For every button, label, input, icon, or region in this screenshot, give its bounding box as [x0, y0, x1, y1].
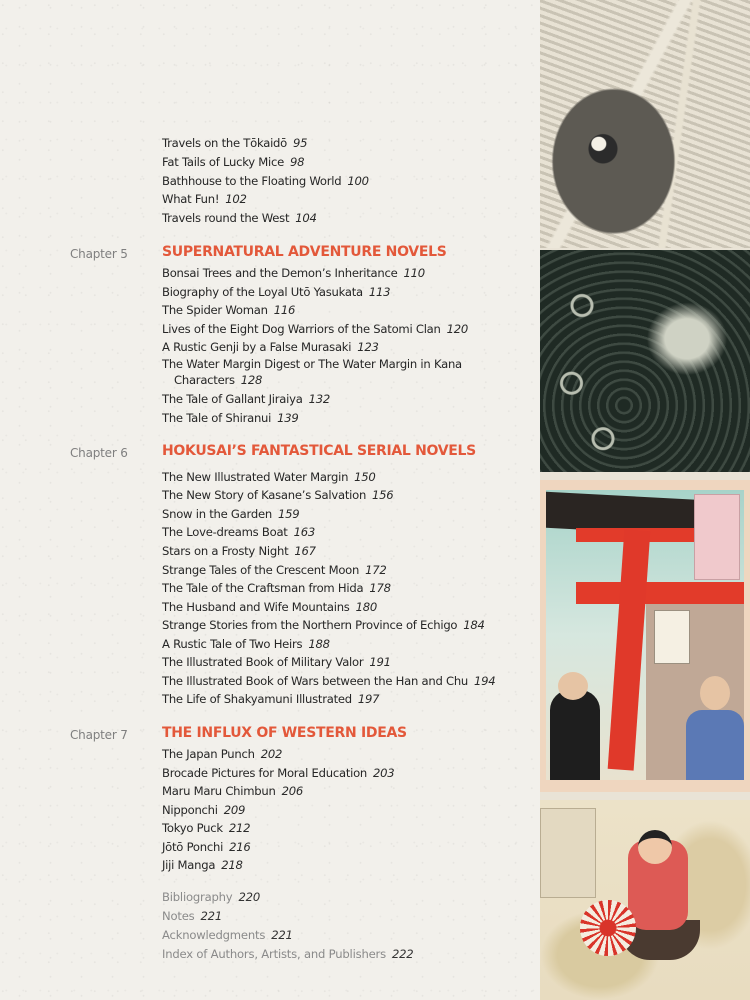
toc-entry: [162, 264, 425, 283]
toc-entry: [162, 579, 391, 598]
back-matter-entry: [162, 947, 413, 961]
toc-entry: [162, 505, 299, 524]
entry-page: 172: [365, 563, 387, 577]
rising-sun-fan-icon: [580, 900, 636, 956]
toc-entry: [162, 856, 243, 875]
entry-title: Tokyo Puck: [162, 821, 223, 835]
toc-entry: [162, 468, 376, 487]
entry-page: 178: [369, 581, 391, 595]
entry-title: Brocade Pictures for Moral Education: [162, 766, 368, 780]
entry-title: The Life of Shakyamuni Illustrated: [162, 692, 352, 706]
entry-title: Notes: [162, 909, 195, 923]
entry-page: 150: [354, 470, 376, 484]
toc-entry: [162, 357, 502, 388]
entry-page: 221: [271, 928, 293, 942]
toc-entry: [162, 172, 369, 191]
toc-entry: [162, 190, 247, 209]
entry-title: Maru Maru Chimbun: [162, 784, 276, 798]
entry-page: 184: [463, 618, 485, 632]
entry-page: 163: [293, 525, 315, 539]
entry-title-continued: Characters: [174, 372, 235, 387]
toc-entry: [162, 283, 390, 302]
entry-title: The Spider Woman: [162, 303, 268, 317]
entry-page: 220: [238, 890, 260, 904]
caption-panel: [694, 494, 740, 580]
entry-page: 100: [347, 174, 369, 188]
toc-entry: [162, 409, 299, 428]
entry-page: 98: [290, 155, 305, 169]
toc-entry: [162, 209, 317, 228]
chapter-5-title: SUPERNATURAL ADVENTURE NOVELS: [162, 244, 447, 260]
entry-page: 197: [357, 692, 380, 706]
western-man-figure: [550, 690, 600, 780]
torii-pillar: [608, 529, 651, 770]
entry-page: 206: [281, 784, 303, 798]
entry-page: 191: [369, 655, 391, 669]
torii-lower-beam: [576, 582, 744, 604]
western-man-head: [558, 672, 588, 700]
chapter-6-title: HOKUSAI’S FANTASTICAL SERIAL NOVELS: [162, 443, 476, 459]
warrior-head: [638, 830, 672, 864]
caption-panel: [540, 808, 596, 898]
entry-page: 120: [446, 322, 469, 336]
toc-entry: [162, 764, 394, 783]
entry-title: Stars on a Frosty Night: [162, 544, 289, 558]
entry-page: 222: [391, 947, 414, 961]
entry-page: 221: [200, 909, 223, 923]
entry-title: What Fun!: [162, 192, 220, 206]
entry-page: 167: [294, 544, 316, 558]
back-matter-entry: [162, 890, 260, 904]
entry-page: 95: [293, 136, 308, 150]
entry-page: 180: [355, 600, 377, 614]
torii-gate-cartoon: [540, 480, 750, 792]
entry-page: 132: [308, 392, 330, 406]
entry-page: 156: [372, 488, 394, 502]
toc-entry: [162, 616, 485, 635]
seated-man-head: [700, 676, 730, 710]
entry-title: The Love-dreams Boat: [162, 525, 288, 539]
toc-entry: [162, 523, 315, 542]
entry-title: The New Story of Kasane’s Salvation: [162, 488, 367, 502]
entry-title: Bathhouse to the Floating World: [162, 174, 342, 188]
toc-entry: [162, 598, 377, 617]
entry-title: The Illustrated Book of Wars between the Han and Chu: [162, 674, 469, 688]
toc-entry: [162, 320, 468, 339]
entry-page: 123: [357, 340, 379, 354]
entry-title: The Water Margin Digest or The Water Margin in Kana: [162, 357, 462, 371]
entry-title: The Japan Punch: [162, 747, 255, 761]
chapter-5-label: Chapter 5: [70, 247, 128, 261]
entry-title: Bonsai Trees and the Demon’s Inheritance: [162, 266, 398, 280]
toc-entry: [162, 301, 295, 320]
toc-entry: [162, 561, 387, 580]
entry-page: 188: [308, 637, 330, 651]
toc-entry: [162, 338, 379, 357]
entry-title: Jiji Manga: [162, 858, 216, 872]
entry-title: Jōtō Ponchi: [162, 840, 224, 854]
entry-title: The Tale of the Craftsman from Hida: [162, 581, 364, 595]
entry-title: Bibliography: [162, 890, 233, 904]
entry-page: 203: [373, 766, 395, 780]
warrior-rising-sun-cartoon: [540, 800, 750, 1000]
entry-title: Travels on the Tōkaidō: [162, 136, 287, 150]
entry-title: Strange Tales of the Crescent Moon: [162, 563, 360, 577]
toc-entry: [162, 690, 379, 709]
entry-page: 116: [273, 303, 296, 317]
entry-page: 139: [277, 411, 299, 425]
torii-scene: [546, 490, 744, 780]
back-matter-entry: [162, 909, 222, 923]
toc-entry: [162, 672, 495, 691]
toc-entry: [162, 134, 307, 153]
toc-entry: [162, 782, 303, 801]
chapter-7-title: THE INFLUX OF WESTERN IDEAS: [162, 725, 407, 741]
entry-page: 102: [225, 192, 247, 206]
entry-page: 202: [260, 747, 283, 761]
entry-page: 216: [229, 840, 251, 854]
entry-page: 159: [277, 507, 300, 521]
entry-page: 110: [403, 266, 425, 280]
entry-page: 128: [240, 372, 263, 387]
entry-title: The Tale of Shiranui: [162, 411, 272, 425]
entry-title: The Tale of Gallant Jiraiya: [162, 392, 303, 406]
entry-page: 194: [474, 674, 496, 688]
entry-page: 218: [221, 858, 243, 872]
toc-entry: [162, 745, 282, 764]
toc-entry: [162, 635, 330, 654]
entry-title: Acknowledgments: [162, 928, 266, 942]
entry-title: Strange Stories from the Northern Province of Echigo: [162, 618, 458, 632]
entry-title: A Rustic Tale of Two Heirs: [162, 637, 303, 651]
entry-title: Lives of the Eight Dog Warriors of the Satomi Clan: [162, 322, 441, 336]
seated-man-figure: [686, 710, 744, 780]
toc-entry: [162, 153, 304, 172]
ghost-skeleton-illustration: [540, 250, 750, 472]
entry-title: Travels round the West: [162, 211, 290, 225]
entry-title: The Illustrated Book of Military Valor: [162, 655, 364, 669]
toc-entry: [162, 819, 250, 838]
entry-title: Index of Authors, Artists, and Publishers: [162, 947, 386, 961]
entry-title: A Rustic Genji by a False Murasaki: [162, 340, 352, 354]
entry-page: 113: [368, 285, 391, 299]
chapter-7-label: Chapter 7: [70, 728, 128, 742]
chapter-6-label: Chapter 6: [70, 446, 128, 460]
entry-title: Nipponchi: [162, 803, 218, 817]
entry-page: 212: [228, 821, 251, 835]
entry-title: Snow in the Garden: [162, 507, 272, 521]
back-matter-entry: [162, 928, 293, 942]
illustration-column: [540, 0, 750, 1000]
entry-page: 209: [223, 803, 246, 817]
entry-title: Biography of the Loyal Utō Yasukata: [162, 285, 363, 299]
dragon-woodblock-illustration: [540, 0, 750, 248]
toc-entry: [162, 838, 250, 857]
toc-entry: [162, 542, 316, 561]
entry-title: The Husband and Wife Mountains: [162, 600, 350, 614]
toc-entry: [162, 653, 391, 672]
entry-title: The New Illustrated Water Margin: [162, 470, 349, 484]
toc-entry: [162, 486, 393, 505]
entry-title: Fat Tails of Lucky Mice: [162, 155, 285, 169]
hanging-sign: [654, 610, 690, 664]
entry-page: 104: [295, 211, 317, 225]
toc-entry: [162, 801, 245, 820]
toc-entry: [162, 390, 330, 409]
